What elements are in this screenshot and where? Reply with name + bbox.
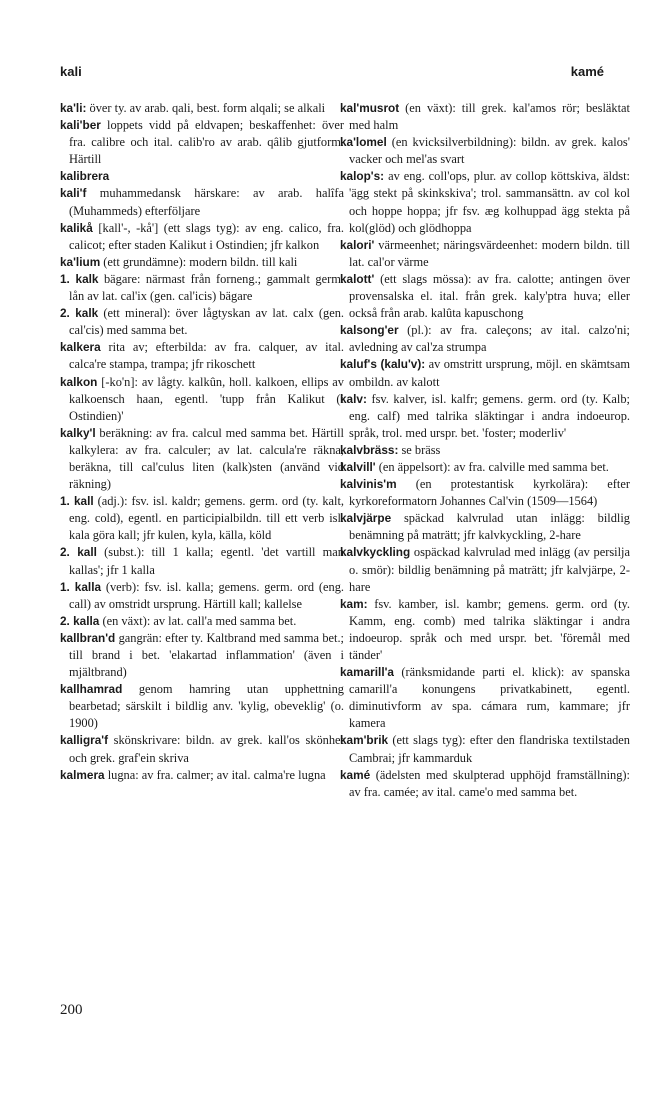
dictionary-entry: [60, 339, 344, 373]
dictionary-entry: [340, 100, 630, 134]
entry-definition: bägare: närmast från forneng.; gammalt germ. lån av lat. cal'ix (gen. cal'icis) bägare: [69, 271, 344, 304]
entry-headword: kalvbräss:: [340, 442, 399, 457]
entry-definition: fsv. kamber, isl. kambr; gemens. germ. ord (ty. Kamm, eng. comb) med talrika släktingar i andra indoeurop. språk och med urspr. bet. 'föremål med tänder': [349, 596, 630, 662]
entry-definition: muhammedansk härskare: av arab. halîfa (Muhammeds) efterföljare: [69, 186, 344, 218]
entry-headword: kalvkyckling: [340, 545, 411, 560]
entry-headword: 2. kalla: [60, 613, 100, 628]
entry-headword: kalkon: [60, 374, 98, 389]
dictionary-entry: [60, 544, 344, 578]
entry-headword: kalvjärpe: [340, 511, 392, 526]
dictionary-entry: [340, 168, 630, 236]
entry-definition: (ett grundämne): modern bildn. till kali: [103, 254, 298, 269]
entry-headword: kamé: [340, 767, 371, 782]
entry-headword: kalori': [340, 237, 375, 252]
entry-headword: kallhamrad: [60, 682, 123, 697]
entry-headword: 1. kalk: [60, 271, 99, 286]
entry-headword: kaluf's (kalu'v):: [340, 357, 426, 372]
entry-headword: ka'lium: [60, 254, 101, 269]
dictionary-entry: [60, 767, 344, 784]
entry-headword: kalmera: [60, 767, 105, 782]
dictionary-entry: [60, 613, 344, 630]
entry-headword: 2. kall: [60, 545, 97, 560]
entry-headword: kalvill': [340, 459, 376, 474]
entry-headword: kamarill'a: [340, 665, 394, 680]
dictionary-entry: [340, 544, 630, 595]
entry-definition: se bräss: [401, 442, 441, 457]
dictionary-entry: [60, 185, 344, 219]
entry-definition: lugna: av fra. calmer; av ital. calma're lugna: [107, 767, 326, 782]
entry-definition: (ett mineral): över lågtyskan av lat. calx (gen. cal'cis) med samma bet.: [69, 306, 344, 338]
entry-headword: kalky'l: [60, 425, 96, 440]
dictionary-entry: [60, 271, 344, 305]
dictionary-entry: [340, 510, 630, 544]
entry-headword: kalott': [340, 271, 375, 286]
entry-headword: kam:: [340, 596, 368, 611]
dictionary-entry: [60, 254, 344, 271]
entry-headword: 1. kall: [60, 494, 94, 509]
entry-headword: kalop's:: [340, 169, 385, 184]
dictionary-entry: [60, 425, 344, 493]
dictionary-entry: [340, 459, 630, 476]
entry-headword: 2. kalk: [60, 306, 99, 321]
entry-headword: kalsong'er: [340, 323, 399, 338]
entry-headword: kal'musrot: [340, 101, 400, 115]
entry-definition: gangrän: efter ty. Kaltbrand med samma bet.; till brand i bet. 'elakartad inflammation' (även i mjältbrand): [69, 630, 344, 680]
entry-definition: ospäckad kalvrulad med inlägg (av persilja o. smör): bildlig benämning på maträtt; jfr kalvjärpe, 2-hare: [349, 545, 630, 594]
dictionary-entry: [60, 100, 344, 117]
entry-definition: loppets vidd på eldvapen; beskaffenhet: över fra. calibre och ital. calib'ro av arab. qâlib gjutform. Härtill: [69, 118, 344, 167]
dictionary-entry: [60, 168, 344, 185]
entry-headword: 1. kalla: [60, 579, 102, 594]
entry-definition: (en växt): av lat. call'a med samma bet.: [102, 613, 297, 628]
entry-definition: värmeenhet; näringsvärdeenhet: modern bildn. till lat. cal'or värme: [349, 237, 630, 269]
dictionary-entry: [60, 579, 344, 613]
entry-definition: (ädelsten med skulpterad upphöjd framställning): av fra. camée; av ital. came'o med samma bet.: [349, 767, 630, 799]
entry-definition: fsv. kalver, isl. kalfr; gemens. germ. ord (ty. Kalb; eng. calf) med talrika släktingar i andra indoeurop. språk, trol. med urspr. bet. 'foster; moderliv': [349, 391, 630, 440]
dictionary-entry: [340, 391, 630, 442]
entry-definition: (adj.): fsv. isl. kaldr; gemens. germ. ord (ty. kalt, eng. cold), egentl. en participialbildn. till ett verb isl. kala göra kall; jfr kulen, kyla, källa, köld: [69, 494, 345, 543]
dictionary-entry: [340, 732, 630, 766]
entry-headword: ka'lomel: [340, 135, 387, 150]
dictionary-entry: [340, 322, 630, 356]
dictionary-entry: [60, 305, 344, 339]
entry-definition: genom hamring utan upphettning bearbetad; särskilt i bildlig anv. 'kylig, obeveklig' (o. 1900): [69, 682, 344, 731]
entry-headword: kali'f: [60, 186, 87, 201]
entry-definition: skönskrivare: bildn. av grek. kall'os skönhet och grek. graf'ein skriva: [69, 733, 344, 765]
entry-definition: [-ko'n]: av lågty. kalkûn, holl. kalkoen, ellips av kalkoensch haan, egentl. 'tupp från Kalikut (i Ostindien)': [69, 374, 344, 423]
entry-definition: (subst.): till 1 kalla; egentl. 'det vartill man kallas'; jfr 1 kalla: [69, 545, 344, 577]
entry-definition: (verb): fsv. isl. kalla; gemens. germ. ord (eng. call) av omstridt ursprung. Härtill kall; kallelse: [69, 579, 344, 611]
entry-headword: kalibrera: [60, 169, 110, 184]
entry-definition: späckad kalvrulad utan inlägg: bildlig benämning på maträtt; jfr kalvkyckling, 2-hare: [349, 511, 630, 543]
dictionary-entry: [60, 630, 344, 681]
dictionary-entry: [60, 681, 344, 732]
entry-definition: av omstritt ursprung, möjl. en skämtsam ombildn. av kalott: [349, 357, 631, 389]
left-column: [60, 100, 344, 784]
entry-headword: kali'ber: [60, 118, 101, 133]
entry-headword: kam'brik: [340, 733, 389, 748]
entry-definition: över ty. av arab. qali, best. form alqali; se alkali: [89, 101, 326, 115]
entry-definition: (en kvicksilverbildning): bildn. av grek. kalos' vacker och mel'as svart: [349, 135, 630, 167]
running-head-left: kali: [60, 64, 82, 79]
dictionary-entry: [60, 493, 344, 544]
dictionary-entry: [340, 134, 630, 168]
entry-headword: kalligra'f: [60, 733, 109, 748]
entry-headword: kallbran'd: [60, 630, 116, 645]
entry-definition: (pl.): av fra. caleçons; av ital. calzo'ni; avledning av cal'za strumpa: [349, 323, 630, 355]
dictionary-entry: [340, 596, 630, 664]
dictionary-entry: [340, 271, 630, 322]
entry-definition: av eng. coll'ops, plur. av collop köttskiva, äldst: 'ägg stekt på skinkskiva'; trol. sammansättn. av col kol och hoppe hoppa; jfr fsv. æg kolhuppad ägg stekta på kol(glöd) och glödhoppa: [349, 169, 630, 235]
right-column: [340, 100, 630, 801]
dictionary-entry: [60, 220, 344, 254]
entry-definition: (ränksmidande parti el. klick): av spanska camarill'a konungens privatkabinett, egentl. diminutivform av spa. cámara rum, kammare; jfr kamera: [349, 665, 630, 731]
entry-definition: (ett slags tyg): efter den flandriska textilstaden Cambrai; jfr kammarduk: [349, 733, 630, 765]
entry-headword: ka'li:: [60, 101, 87, 115]
entry-definition: beräkning: av fra. calcul med samma bet. Härtill kalkylera: av fra. calculer; av lat. calcula're räkna, beräkna, till cal'culus liten (kalk)sten (använd vid räkning): [69, 425, 344, 492]
dictionary-entry: [340, 356, 630, 390]
dictionary-entry: [340, 767, 630, 801]
dictionary-entry: [60, 117, 344, 168]
dictionary-entry: [60, 374, 344, 425]
dictionary-entry: [340, 237, 630, 271]
dictionary-entry: [340, 476, 630, 510]
entry-definition: [kall'-, -kå'] (ett slags tyg): av eng. calico, fra. calicot; efter staden Kalikut i Ostindien; jfr kalkon: [69, 220, 344, 252]
entry-definition: (ett slags mössa): av fra. calotte; antingen över provensalska el. ital. från grek. kaly'ptra huva; eller också från arab. kalûta kapuschong: [349, 271, 630, 321]
entry-headword: kalkera: [60, 340, 101, 355]
entry-headword: kalv:: [340, 391, 367, 406]
running-head-right: kamé: [570, 64, 604, 79]
entry-headword: kalvinis'm: [340, 477, 397, 492]
dictionary-entry: [340, 442, 630, 459]
entry-headword: kalikå: [60, 220, 93, 235]
dictionary-entry: [60, 732, 344, 766]
entry-definition: (en växt): till grek. kal'amos rör; besläktat med halm: [349, 101, 630, 133]
entry-definition: rita av; efterbilda: av fra. calquer, av ital. calca're stampa, trampa; jfr rikoschett: [69, 340, 344, 372]
page-number: 200: [60, 1002, 83, 1018]
dictionary-entry: [340, 664, 630, 732]
entry-definition: (en protestantisk kyrkolära): efter kyrkoreformatorn Johannes Cal'vin (1509—1564): [349, 477, 630, 509]
entry-definition: (en äppelsort): av fra. calville med samma bet.: [378, 459, 609, 474]
